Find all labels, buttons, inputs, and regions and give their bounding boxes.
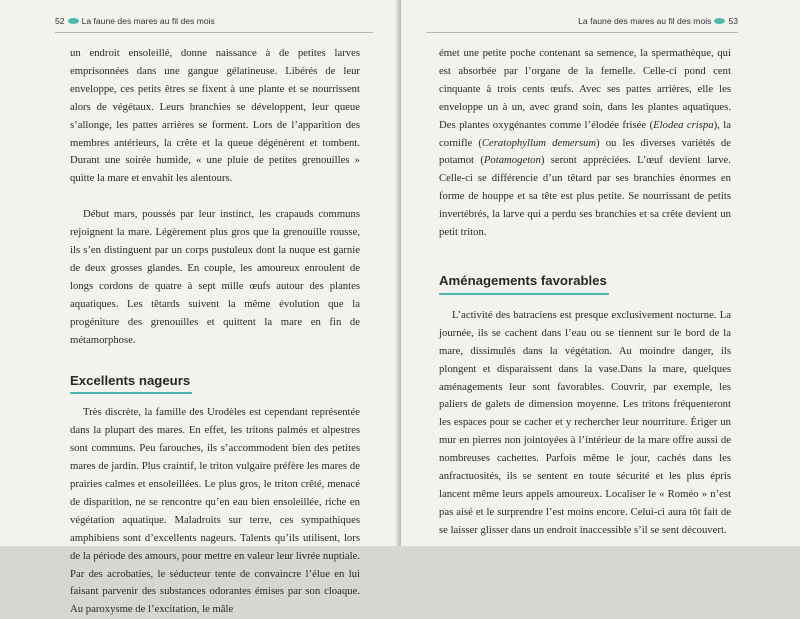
left-page	[0, 0, 399, 616]
teal-dot-icon	[714, 18, 725, 24]
section-heading-amenagements-favorables: Aménagements favorables	[439, 272, 609, 295]
left-page-number: 52	[55, 16, 65, 26]
species-potamogeton: Potamogeton	[483, 154, 541, 167]
right-paragraph-2: L’activité des batraciens est presque exclusivement nocturne. La journée, ils se cachent dans l’eau ou se tiennent sur le bord de la mare, dissimulés dans la végétation. Au moindre danger, ils plongent et disparaissent dans la vase.Dans la mare, quelques aménagements leur sont favorables. Couvrir, par exemple, les paliers de galets de dimension moyenne. Les tritons fréquenteront les espaces pour se cacher et y rechercher leur nourriture. Ériger un mur en pierres non jointoyées à l’intérieur de la mare offre aussi de nombreuses cachettes. Parfois même le jour, cachés dans les anfractuosités, ils se sentent en toute sécurité et les plus épris lancent même leurs appels amoureux. Localiser le « Roméo » n’est pas aisé et le surprendre l’est moins encore. Celui-ci aura tôt fait de se laisser glisser dans un endroit inaccessible s’il se sent découvert.	[439, 308, 731, 536]
right-running-head	[578, 15, 738, 27]
left-paragraph-3: Très discrète, la famille des Urodèles est cependant représentée dans la plupart des mares. En effet, les tritons palmés et alpestres sont communs. Peu farouches, ils s’accommodent bien des petites mares de jardin. Plus craintif, le triton vulgaire préfère les mares de prairies calmes et ensoleillées. Le plus gros, le triton crêté, menacé de disparition, ne se rencontre qu’en eau bien ensoleillée, riche en végétation aquatique. Maladroits sur terre, ces sympathiques amphibiens sont d’excellents nageurs. Talents qu’ils utilisent, lors de la période des amours, pour mettre en valeur leur livrée nuptiale. Par des acrobaties, le séducteur tente de convaincre l’élue en lui faisant parvenir des substances odorantes émises par son cloaque. Au paroxysme de l’excitation, le mâle	[70, 406, 360, 616]
right-page-number: 53	[728, 16, 738, 26]
section-heading-excellents-nageurs: Excellents nageurs	[70, 372, 192, 395]
left-header-rule	[55, 32, 373, 33]
left-running-title: La faune des mares au fil des mois	[81, 16, 215, 26]
right-body-text	[439, 45, 731, 540]
left-paragraph-1: un endroit ensoleillé, donne naissance à de petites larves emprisonnées dans une gangue gélatineuse. Libérés de leur enveloppe, ces petits êtres se fixent à une plante et se nourrissent alors de végétaux. Leurs branchies se développent, leur queue s’allonge, les pattes arrières se forment. Lors de l’apparition des membres antérieurs, la crête et la queue dégénèrent et tombent. Durant une soirée humide, « une pluie de petites grenouilles » quitte la mare et envahit les alentours.	[70, 47, 360, 185]
teal-dot-icon	[68, 18, 79, 24]
species-ceratophyllum: Ceratophyllum demersum	[481, 136, 597, 149]
left-paragraph-2: Début mars, poussés par leur instinct, les crapauds communs rejoignent la mare. Légèrement plus gros que la grenouille rousse, ils s’en distinguent par un corps pustuleux dont la nuque est garnie de deux grosses glandes. En couple, les amoureux enroulent de longs cordons de quatre à sept mille œufs autour des plantes aquatiques. Les têtards suivent la même évolution que la progéniture des grenouilles et quittent la mare en fin de métamorphose.	[70, 208, 360, 346]
right-running-title: La faune des mares au fil des mois	[578, 16, 712, 26]
left-running-head	[55, 15, 215, 27]
species-elodea: Elodea crispa	[653, 118, 714, 131]
right-page	[401, 0, 800, 546]
right-paragraph-1: émet une petite poche contenant sa semence, la spermathèque, qui est absorbée par l’organe de la femelle. Celle-ci pond cent cinquante à trois cents œufs. Avec ses pattes arrières, elle les enveloppe un à un, avec grand soin, dans les plantes aquatiques. Des plantes oxygénantes comme l’élodée frisée (Elodea crispa), la cornifle (Ceratophyllum demersum) ou les diverses variétés de potamot (Potamogeton) seront appréciées. L’œuf devient larve. Celle-ci se différencie d’un têtard par ses branchies énormes en forme de houppe et sa tête est plus petite. Se nourrissant de petits invertébrés, la larve qui a perdu ses branchies et sa crête devient un petit triton.	[439, 47, 731, 239]
left-body-text	[70, 45, 360, 619]
right-header-rule	[426, 32, 738, 33]
